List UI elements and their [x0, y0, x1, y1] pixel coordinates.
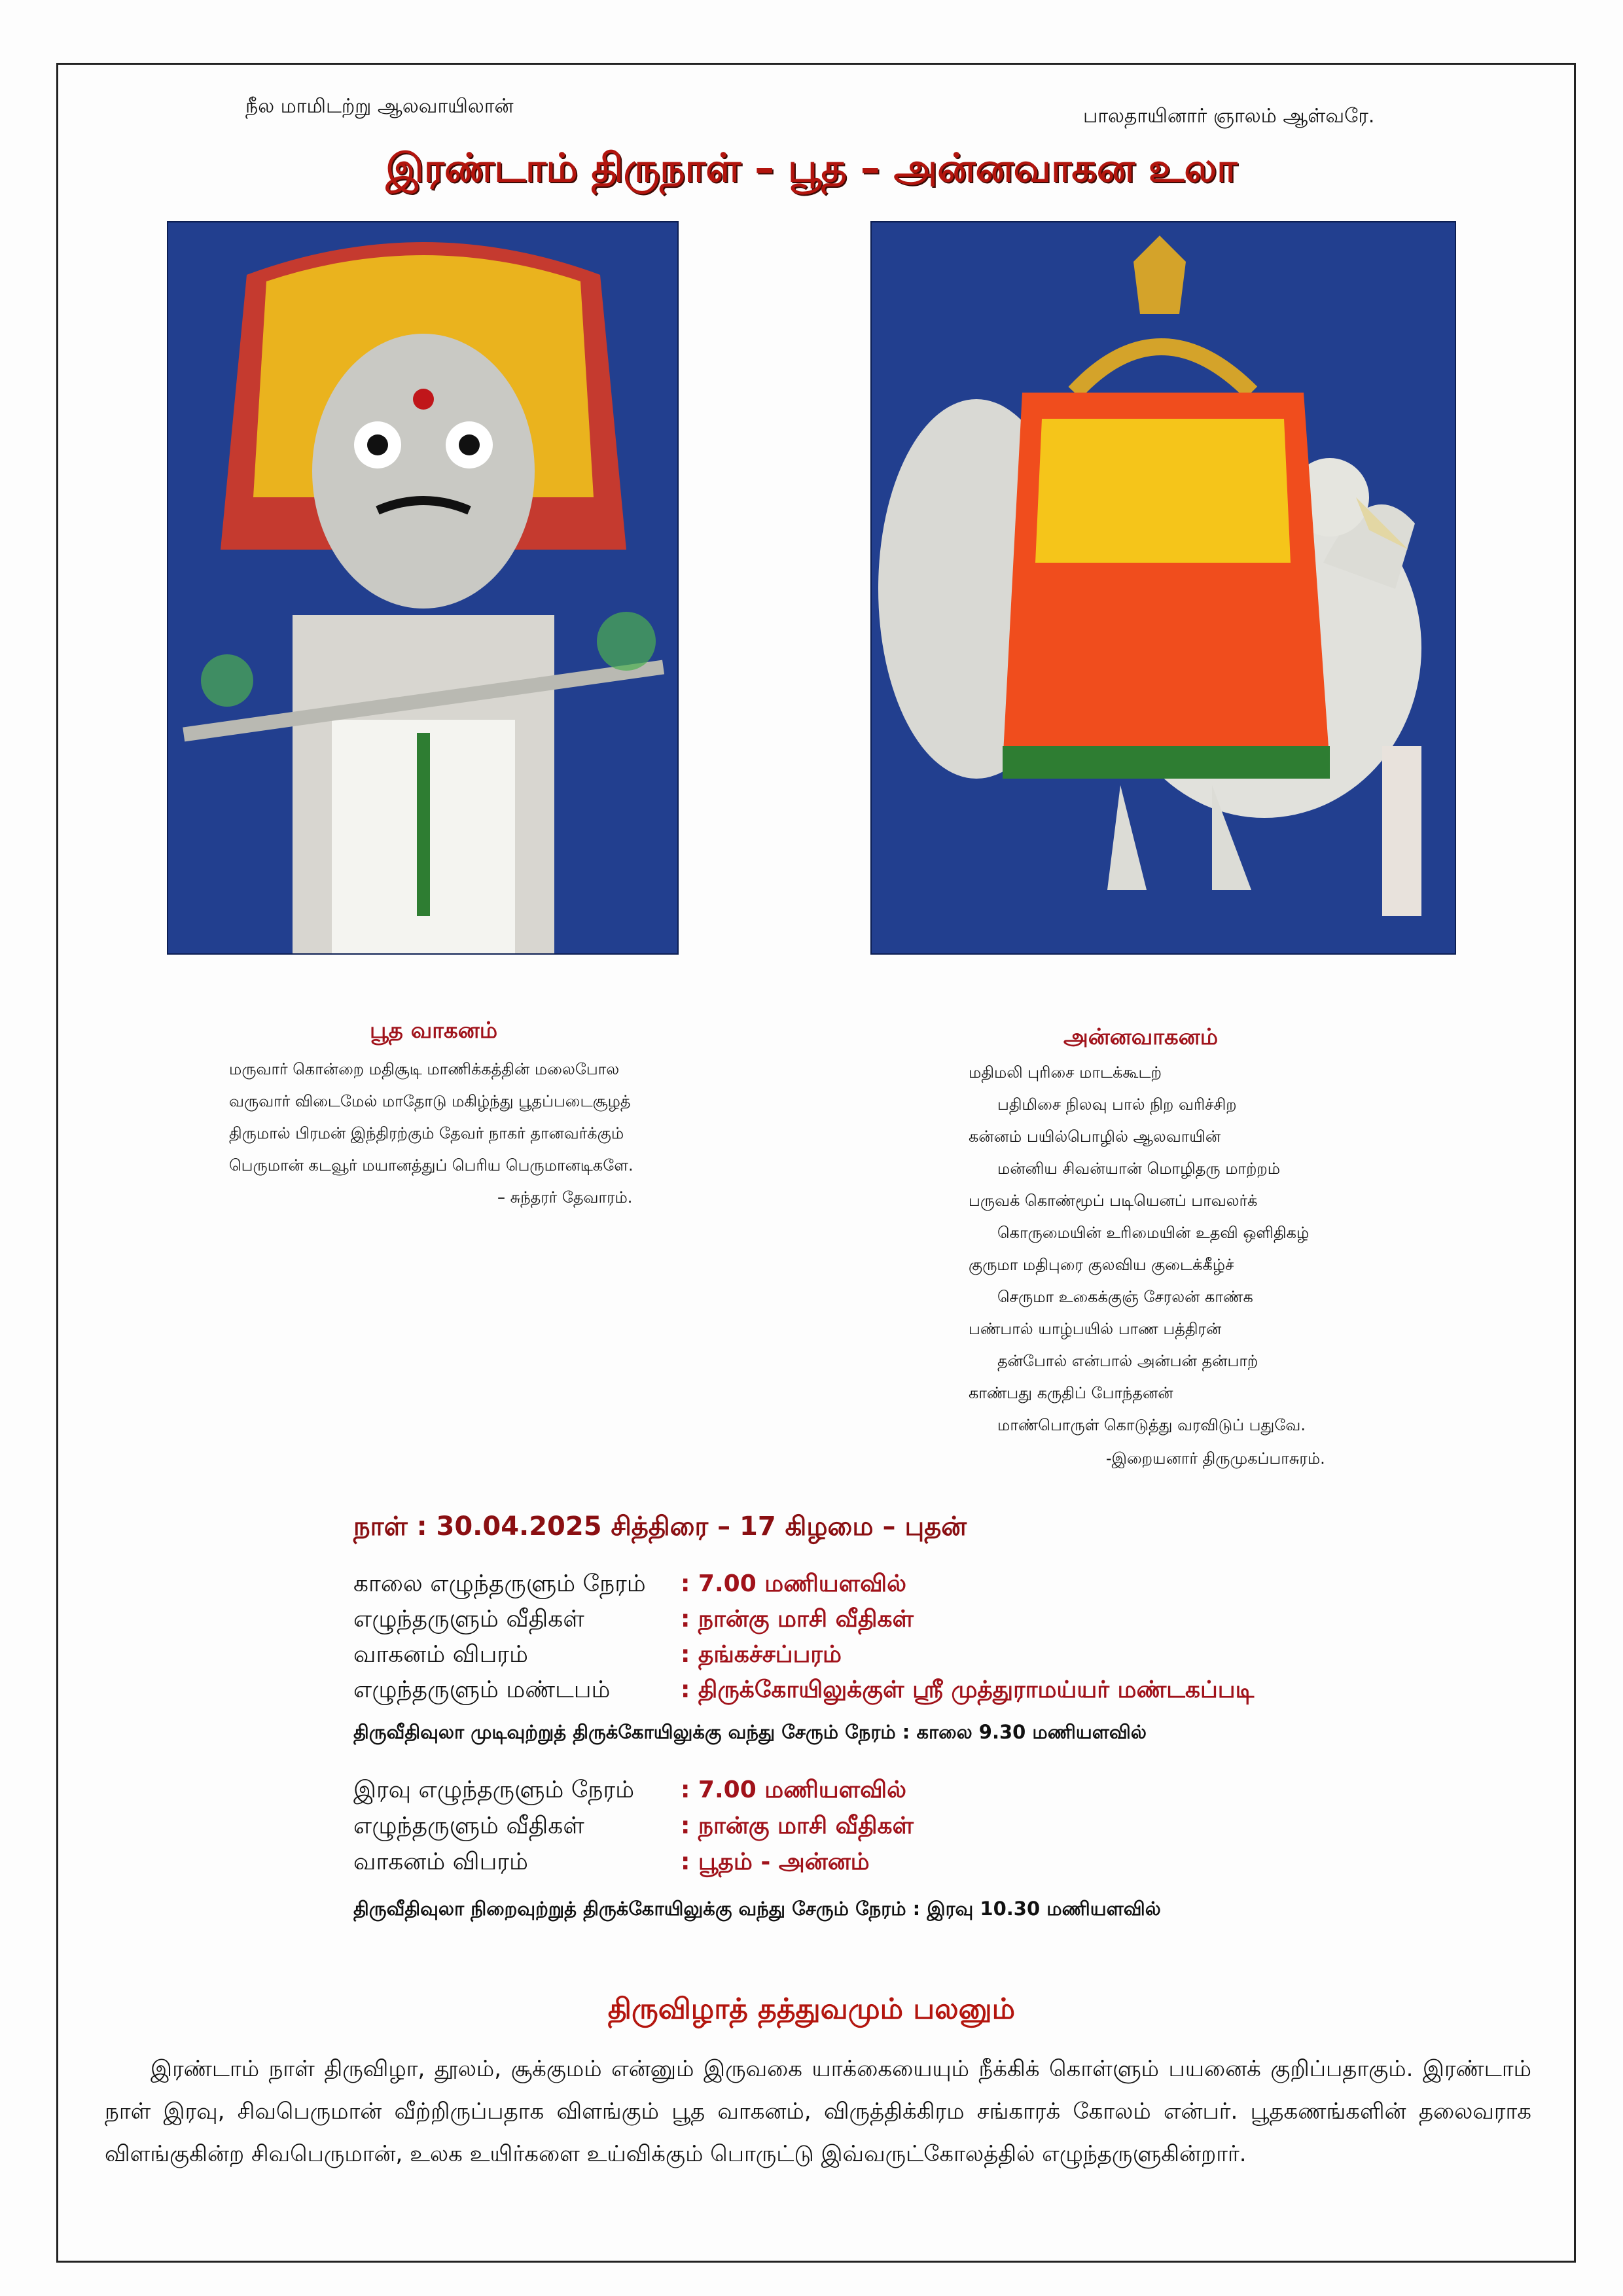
row-label: எழுந்தருளும் வீதிகள்	[353, 1606, 584, 1633]
row-value: : பூதம் - அன்னம்	[681, 1848, 870, 1875]
row-value: : 7.00 மணியளவில்	[681, 1570, 906, 1597]
row-label: வாகனம் விபரம்	[353, 1641, 528, 1668]
annam-attribution: -இறையனார் திருமுகப்பாசுரம்.	[1106, 1449, 1325, 1468]
morning-return-note: திருவீதிவுலா முடிவுற்றுத் திருக்கோயிலுக்கு வந்து சேரும் நேரம் : காலை 9.30 மணியளவில்	[353, 1721, 1147, 1743]
page-title: இரண்டாம் திருநாள் – பூத – அன்னவாகன உலா	[385, 145, 1238, 191]
boodha-poem	[229, 1053, 633, 1182]
significance-heading: திருவிழாத் தத்துவமும் பலனும்	[607, 1992, 1016, 2026]
boodha-caption: பூத வாகனம்	[370, 1017, 498, 1044]
poem-line: குருமா மதிபுரை குலவிய குடைக்கீழ்ச்	[969, 1256, 1234, 1274]
header-left-note: நீல மாமிடற்று ஆலவாயிலான்	[245, 95, 514, 118]
date-line: நாள் : 30.04.2025 சித்திரை – 17 கிழமை – புதன்	[353, 1511, 967, 1542]
row-value: : நான்கு மாசி வீதிகள்	[681, 1812, 914, 1839]
poem-line: கொருமையின் உரிமையின் உதவி ஒளிதிகழ்	[997, 1224, 1310, 1242]
poem-line: காண்பது கருதிப் போந்தனன்	[969, 1384, 1173, 1402]
row-value: : திருக்கோயிலுக்குள் ஸ்ரீ முத்துராமய்யர் மண்டகப்படி	[681, 1676, 1255, 1703]
row-label: எழுந்தருளும் மண்டபம்	[353, 1676, 611, 1703]
poem-line: செருமா உகைக்குஞ் சேரலன் காண்க	[997, 1288, 1253, 1306]
poem-line: வருவார் விடைமேல் மாதோடு மகிழ்ந்து பூதப்படைசூழத்	[229, 1092, 631, 1110]
row-label: காலை எழுந்தருளும் நேரம்	[353, 1570, 646, 1597]
poem-line: பதிமிசை நிலவு பால் நிற வரிச்சிற	[997, 1095, 1237, 1114]
annam-poem	[969, 1057, 1309, 1441]
poem-line: மன்னிய சிவன்யான் மொழிதரு மாற்றம்	[997, 1159, 1281, 1178]
anna-vahanam-photo	[870, 221, 1456, 955]
poem-line: பருவக் கொண்மூப் படியெனப் பாவலர்க்	[969, 1192, 1258, 1210]
row-value: : 7.00 மணியளவில்	[681, 1776, 906, 1803]
header-right-note: பாலதாயினார் ஞாலம் ஆள்வரே.	[1083, 105, 1375, 128]
poem-line: கன்னம் பயில்பொழில் ஆலவாயின்	[969, 1127, 1221, 1146]
row-label: வாகனம் விபரம்	[353, 1848, 528, 1875]
boodha-vahanam-photo	[167, 221, 679, 955]
row-label: எழுந்தருளும் வீதிகள்	[353, 1812, 584, 1839]
poem-line: பெருமான் கடவூர் மயானத்துப் பெரிய பெருமானடிகளே.	[229, 1156, 633, 1174]
row-label: இரவு எழுந்தருளும் நேரம்	[353, 1776, 635, 1803]
row-value: : நான்கு மாசி வீதிகள்	[681, 1606, 914, 1633]
significance-paragraph: இரண்டாம் நாள் திருவிழா, தூலம், சூக்குமம் என்னும் இருவகை யாக்கையையும் நீக்கிக் கொள்ளும் பயனைக் குறிப்பதாகும். இரண்டாம் நாள் இரவு, சிவபெருமான் வீற்றிருப்பதாக விளங்கும் பூத வாகனம், விருத்திக்கிரம சங்காரக் கோலம் என்பர். பூதகணங்களின் தலைவராக விளங்குகின்ற சிவபெருமான், உலக உயிர்களை உய்விக்கும் பொருட்டு இவ்வருட்கோலத்தில் எழுந்தருளுகின்றார்.	[105, 2056, 1531, 2167]
row-value: : தங்கச்சப்பரம்	[681, 1641, 842, 1668]
poem-line: மருவார் கொன்றை மதிசூடி மாணிக்கத்தின் மலைபோல	[229, 1060, 620, 1078]
poem-line: பண்பால் யாழ்பயில் பாண பத்திரன்	[969, 1320, 1222, 1338]
poem-line: திருமால் பிரமன் இந்திரற்கும் தேவர் நாகர் தானவர்க்கும்	[229, 1124, 624, 1142]
annam-caption: அன்னவாகனம்	[1063, 1024, 1219, 1050]
boodha-attribution: – சுந்தரர் தேவாரம்.	[497, 1188, 633, 1207]
poem-line: தன்போல் என்பால் அன்பன் தன்பாற்	[997, 1352, 1258, 1370]
night-return-note: திருவீதிவுலா நிறைவுற்றுத் திருக்கோயிலுக்கு வந்து சேரும் நேரம் : இரவு 10.30 மணியளவில்	[353, 1898, 1161, 1920]
poem-line: மதிமலி புரிசை மாடக்கூடற்	[969, 1063, 1162, 1082]
poem-line: மாண்பொருள் கொடுத்து வரவிடுப் பதுவே.	[997, 1416, 1306, 1434]
